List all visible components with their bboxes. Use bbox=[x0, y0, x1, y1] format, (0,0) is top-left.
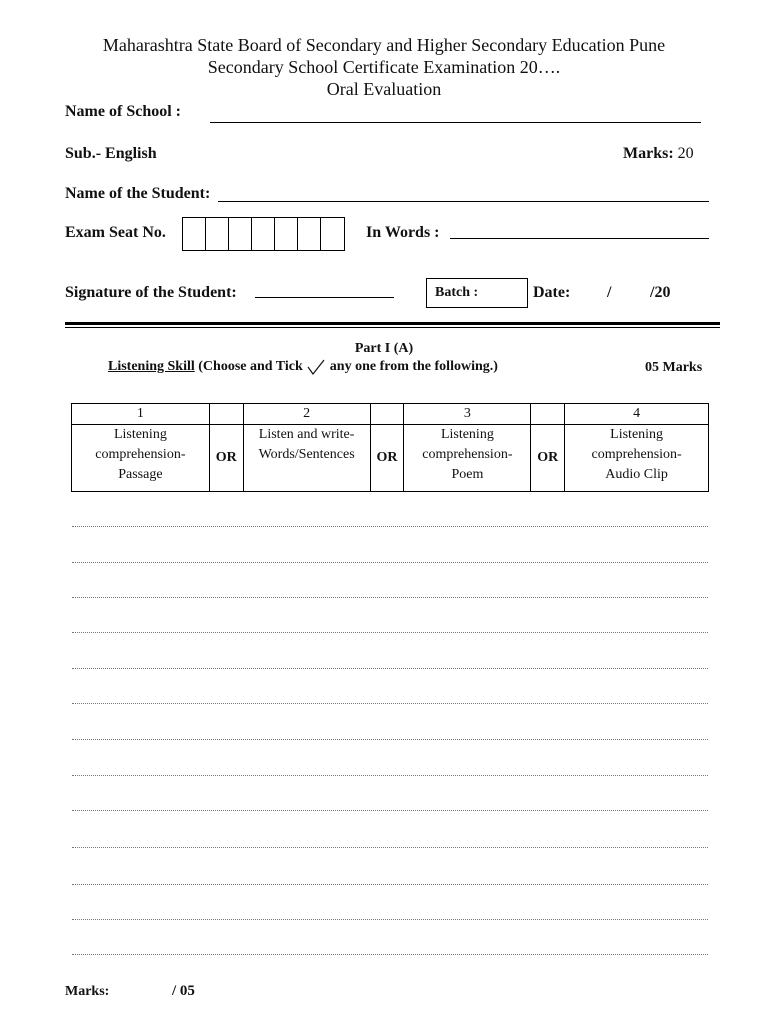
option-text-line: Listen and write- bbox=[258, 427, 355, 442]
seat-digit-box[interactable] bbox=[229, 218, 252, 250]
seat-digit-box[interactable] bbox=[252, 218, 275, 250]
options-table bbox=[71, 403, 709, 492]
option-text-line: comprehension- bbox=[422, 447, 513, 462]
answer-line[interactable] bbox=[72, 775, 708, 776]
option-cell-poem[interactable] bbox=[404, 425, 531, 492]
student-label: Name of the Student: bbox=[65, 185, 211, 202]
marks-value: 20 bbox=[677, 145, 694, 162]
option-text-line: Listening bbox=[610, 427, 664, 442]
school-field[interactable] bbox=[210, 122, 701, 123]
option-text-line: comprehension- bbox=[591, 447, 682, 462]
tick-icon bbox=[306, 358, 326, 376]
options-number-row bbox=[72, 404, 709, 425]
answer-line[interactable] bbox=[72, 919, 708, 920]
instruction-line bbox=[108, 358, 498, 376]
board-title: Maharashtra State Board of Secondary and Higher Secondary Education Pune bbox=[102, 35, 666, 55]
option-number: 2 bbox=[243, 404, 370, 425]
options-content-row bbox=[72, 425, 709, 492]
subject-label: Sub.- English bbox=[65, 145, 157, 162]
seat-digit-box[interactable] bbox=[183, 218, 206, 250]
answer-line[interactable] bbox=[72, 632, 708, 633]
answer-line[interactable] bbox=[72, 703, 708, 704]
seat-digit-box[interactable] bbox=[206, 218, 229, 250]
answer-line[interactable] bbox=[72, 668, 708, 669]
in-words-field[interactable] bbox=[450, 238, 709, 239]
total-marks bbox=[623, 145, 694, 163]
answer-line[interactable] bbox=[72, 597, 708, 598]
option-cell-passage[interactable] bbox=[72, 425, 210, 492]
section-marks: 05 Marks bbox=[645, 360, 703, 375]
seat-number-boxes[interactable] bbox=[182, 217, 345, 251]
answer-line[interactable] bbox=[72, 954, 708, 955]
answer-line[interactable] bbox=[72, 847, 708, 848]
signature-field[interactable] bbox=[255, 297, 394, 298]
option-text-line: Listening bbox=[440, 427, 494, 442]
section-divider-thick bbox=[65, 322, 720, 325]
option-text-line: Audio Clip bbox=[605, 467, 668, 482]
seat-digit-box[interactable] bbox=[298, 218, 321, 250]
marks-label: Marks: bbox=[623, 145, 674, 162]
evaluation-title: Oral Evaluation bbox=[326, 79, 442, 99]
seat-digit-box[interactable] bbox=[275, 218, 298, 250]
option-text-line: Listening bbox=[113, 427, 167, 442]
or-label: OR bbox=[370, 425, 404, 492]
option-text-line: Passage bbox=[118, 467, 163, 482]
date-year: /20 bbox=[650, 284, 671, 301]
answer-line[interactable] bbox=[72, 526, 708, 527]
option-cell-words[interactable] bbox=[243, 425, 370, 492]
seat-digit-box[interactable] bbox=[321, 218, 344, 250]
skill-name: Listening Skill bbox=[108, 359, 195, 375]
exam-title: Secondary School Certificate Examination 20…. bbox=[207, 57, 561, 77]
option-number: 1 bbox=[72, 404, 210, 425]
date-separator: / bbox=[607, 284, 612, 301]
option-text-line: Poem bbox=[451, 467, 484, 482]
in-words-label: In Words : bbox=[366, 224, 440, 241]
answer-line[interactable] bbox=[72, 562, 708, 563]
answer-line[interactable] bbox=[72, 810, 708, 811]
instruction-after: any one from the following.) bbox=[329, 359, 498, 375]
footer-marks-out-of: / 05 bbox=[172, 983, 195, 999]
answer-line[interactable] bbox=[72, 739, 708, 740]
date-label: Date: bbox=[533, 284, 571, 301]
or-label: OR bbox=[209, 425, 243, 492]
school-label: Name of School : bbox=[65, 103, 181, 120]
option-cell-audio[interactable] bbox=[565, 425, 709, 492]
footer-marks-label: Marks: bbox=[65, 984, 110, 999]
batch-box[interactable]: Batch : bbox=[426, 278, 528, 308]
instruction-before: (Choose and Tick bbox=[198, 359, 303, 375]
option-text-line: comprehension- bbox=[95, 447, 186, 462]
seat-label: Exam Seat No. bbox=[65, 224, 166, 241]
option-text-line: Words/Sentences bbox=[258, 447, 355, 462]
part-title: Part I (A) bbox=[354, 341, 414, 356]
signature-label: Signature of the Student: bbox=[65, 284, 237, 301]
or-label: OR bbox=[531, 425, 565, 492]
option-number: 4 bbox=[565, 404, 709, 425]
option-number: 3 bbox=[404, 404, 531, 425]
answer-line[interactable] bbox=[72, 884, 708, 885]
student-name-field[interactable] bbox=[218, 201, 709, 202]
section-divider-thin bbox=[65, 327, 720, 328]
